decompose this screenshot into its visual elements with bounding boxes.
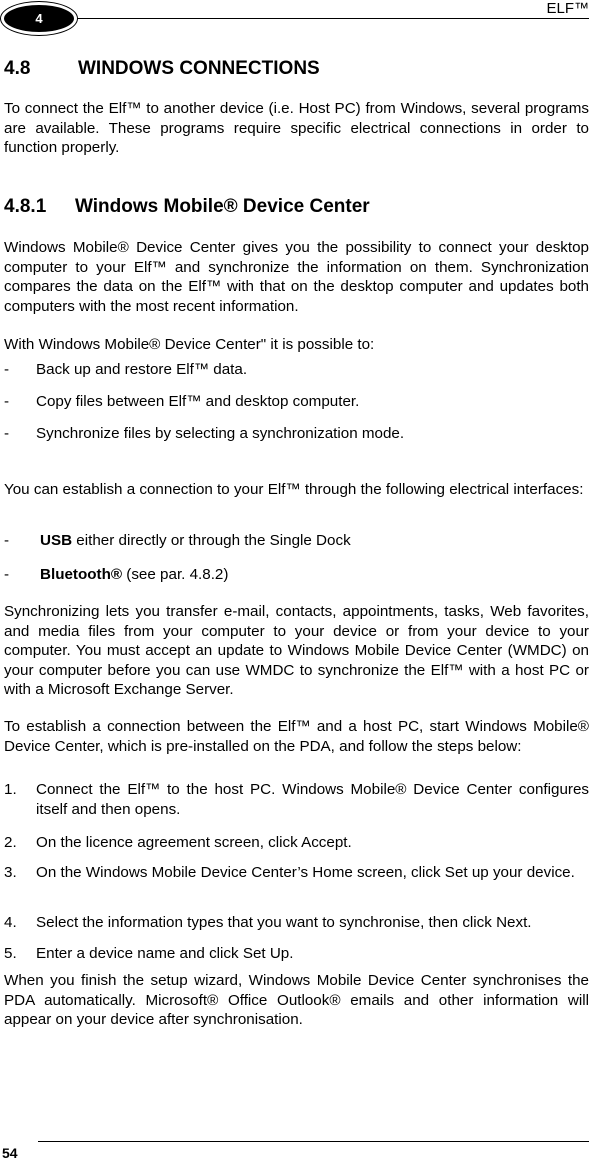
paragraph-overview: Windows Mobile® Device Center gives you the possibility to connect your desktop computer to your Elf™ and synchronize the information on them. Synchronization compares the data on the Elf™ with that on the desktop computer and updates both computers with the most recent information. bbox=[4, 239, 589, 315]
chapter-number: 4 bbox=[35, 11, 43, 26]
subsection-title: Windows Mobile® Device Center bbox=[75, 196, 370, 217]
section-title: WINDOWS CONNECTIONS bbox=[78, 58, 320, 79]
paragraph-capabilities-intro: With Windows Mobile® Device Center" it is possible to: bbox=[4, 336, 375, 353]
page-number: 54 bbox=[2, 1145, 18, 1161]
section-heading bbox=[4, 58, 320, 80]
subsection-number: 4.8.1 bbox=[4, 196, 47, 217]
paragraph-interfaces-intro: You can establish a connection to your Elf™ through the following electrical interfaces: bbox=[4, 481, 584, 498]
header-rule bbox=[74, 18, 589, 19]
header-brand: ELF™ bbox=[546, 0, 589, 17]
paragraph-synchronizing: Synchronizing lets you transfer e-mail, contacts, appointments, tasks, Web favorites, and media files from your computer to your device or from your device to your computer. You must accept an update to Windows Mobile Device Center (WMDC) on your computer before you can use WMDC to synchronize the Elf™ with a host PC or with a Microsoft Exchange Server. bbox=[4, 603, 589, 699]
paragraph-finish: When you finish the setup wizard, Windows Mobile Device Center synchronises the PDA automatically. Microsoft® Office Outlook® emails and other information will appear on your device after synchronisation. bbox=[4, 972, 589, 1029]
paragraph-establish-connection: To establish a connection between the Elf™ and a host PC, start Windows Mobile® Device Center, which is pre-installed on the PDA, and follow the steps below: bbox=[4, 718, 589, 755]
subsection-heading bbox=[4, 196, 370, 218]
footer-rule bbox=[38, 1141, 589, 1142]
chapter-tab bbox=[0, 1, 78, 36]
section-number: 4.8 bbox=[4, 58, 31, 79]
section-intro: To connect the Elf™ to another device (i.e. Host PC) from Windows, several programs are available. These programs require specific electrical connections in order to function properly. bbox=[4, 100, 589, 157]
